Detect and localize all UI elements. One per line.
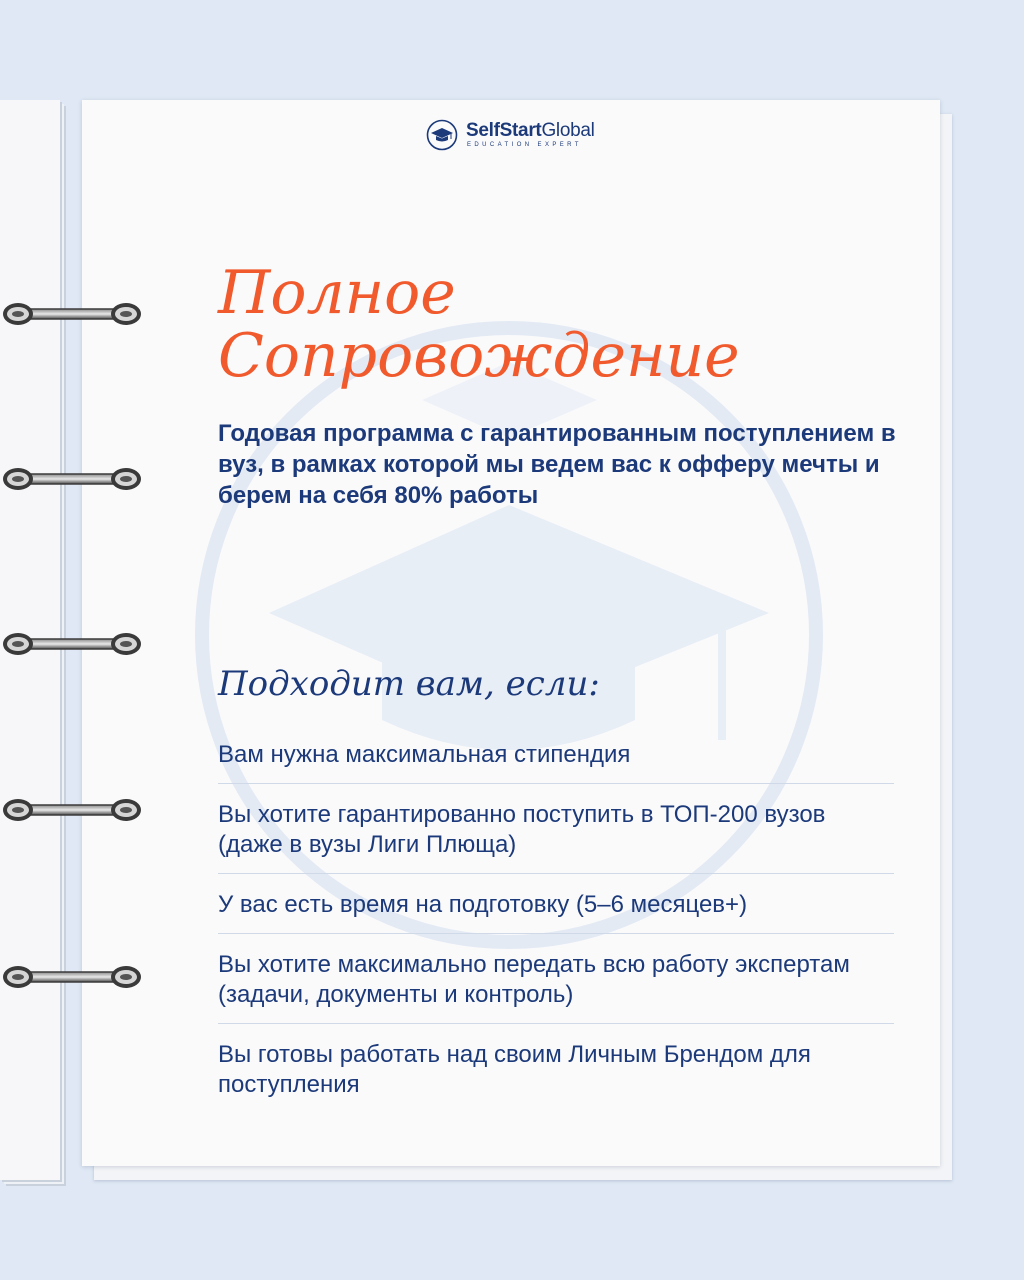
binder-ring [3,966,141,988]
criteria-item: Вы готовы работать над своим Личным Брендом для поступления [218,1041,811,1098]
title-line-2: Сопровождение [218,321,740,391]
title-line-1: Полное [218,258,456,328]
notebook-page [82,100,940,1166]
criteria-item: Вам нужна максимальная стипендия [218,740,894,784]
criteria-item: Вы хотите максимально передать всю работу экспертам (задачи, документы и контроль) [218,950,894,1024]
brand-name: SelfStartGlobal [466,120,595,141]
criteria-list [218,740,894,1129]
program-description: Годовая программа с гарантированным поступлением в вуз, в рамках которой мы ведем вас к офферу мечты и берем на себя 80% работы [218,420,896,509]
binder-ring [3,633,141,655]
page-title [218,258,740,391]
criteria-item: У вас есть время на подготовку (5–6 месяцев+) [218,890,894,934]
binder-ring [3,303,141,325]
binder-rings [0,0,160,1280]
criteria-item: Вы хотите гарантированно поступить в ТОП-200 вузов (даже в вузы Лиги Плюща) [218,800,894,874]
binder-ring [3,799,141,821]
criteria-heading: Подходит вам, если: [218,664,600,704]
brand-tagline: EDUCATION EXPERT [467,142,582,148]
binder-ring [3,468,141,490]
brand-logo [426,118,606,154]
graduation-cap-icon [426,119,458,151]
